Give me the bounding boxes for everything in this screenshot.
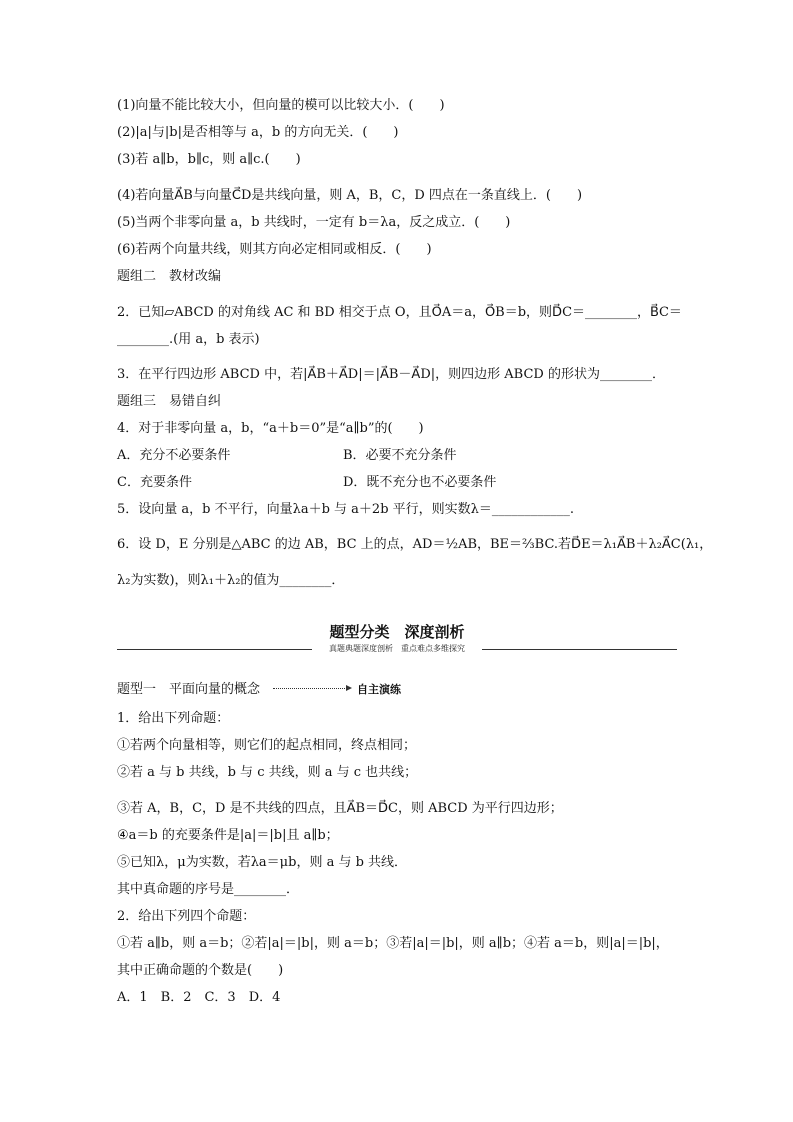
banner-subtitle: 真题典题深度剖析 重点难点多维探究	[329, 644, 465, 653]
exercise-2-props: ①若 a∥b，则 a＝b；②若|a|＝|b|，则 a＝b；③若|a|＝|b|，则 a∥b；④若 a＝b，则|a|＝|b|，	[117, 936, 669, 951]
exercise-1-prop-2: ②若 a 与 b 共线，b 与 c 共线，则 a 与 c 也共线；	[117, 765, 418, 780]
judge-item-4: (4)若向量A⃗B与向量C⃗D是共线向量，则 A，B，C，D 四点在一条直线上．( )	[117, 188, 583, 203]
question-2-line-1: 2．已知▱ABCD 的对角线 AC 和 BD 相交于点 O，且O⃗A＝a，O⃗B＝b，则D⃗C＝________，B⃗C＝	[117, 305, 682, 320]
question-2-line-2: ________.(用 a，b 表示)	[117, 332, 260, 347]
exercise-1-prop-4: ④a＝b 的充要条件是|a|＝|b|且 a∥b；	[117, 828, 339, 843]
exercise-1-prop-5: ⑤已知λ，μ为实数，若λa＝μb，则 a 与 b 共线．	[117, 855, 408, 870]
question-4-option-b: B．必要不充分条件	[343, 448, 457, 463]
dotted-leader	[273, 688, 347, 689]
section-banner	[117, 622, 677, 662]
question-3: 3．在平行四边形 ABCD 中，若|A⃗B＋A⃗D|＝|A⃗B－A⃗D|，则四边形 ABCD 的形状为________．	[117, 367, 665, 382]
question-4-option-a: A．充分不必要条件	[117, 448, 231, 463]
question-5: 5．设向量 a，b 不平行，向量λa＋b 与 a＋2b 平行，则实数λ＝____________.	[117, 502, 575, 517]
banner-title: 题型分类 深度剖析	[329, 623, 465, 641]
judge-item-5: (5)当两个非零向量 a，b 共线时，一定有 b＝λa，反之成立．( )	[117, 215, 511, 230]
judge-item-3: (3)若 a∥b，b∥c，则 a∥c.( )	[117, 152, 301, 167]
question-4-option-c: C．充要条件	[117, 475, 192, 490]
judge-item-6: (6)若两个向量共线，则其方向必定相同或相反．( )	[117, 242, 432, 257]
exercise-1-question: 其中真命题的序号是________．	[117, 882, 300, 897]
group-3-heading: 题组三 易错自纠	[117, 394, 222, 409]
question-4-option-d: D．既不充分也不必要条件	[343, 475, 497, 490]
judge-item-1: (1)向量不能比较大小，但向量的模可以比较大小．( )	[117, 98, 445, 113]
exercise-2-question: 其中正确命题的个数是( )	[117, 963, 284, 978]
exercise-1-prop-1: ①若两个向量相等，则它们的起点相同，终点相同；	[117, 738, 417, 753]
self-practice-tag: 自主演练	[357, 683, 401, 696]
arrow-icon	[346, 685, 352, 691]
judge-item-2: (2)|a|与|b|是否相等与 a，b 的方向无关．( )	[117, 125, 399, 140]
exercise-1-prop-3: ③若 A，B，C，D 是不共线的四点，且A⃗B＝D⃗C，则 ABCD 为平行四边形；	[117, 801, 563, 816]
exercise-2-intro: 2．给出下列四个命题：	[117, 909, 256, 924]
question-6-line-2: λ₂为实数)，则λ₁＋λ₂的值为________．	[117, 573, 345, 588]
question-6-line-1: 6．设 D，E 分别是△ABC 的边 AB，BC 上的点，AD＝½AB，BE＝⅔BC.若D⃗E＝λ₁A⃗B＋λ₂A⃗C(λ₁，	[117, 537, 713, 552]
exercise-2-options: A．1 B．2 C．3 D．4	[117, 990, 281, 1005]
exercise-1-intro: 1．给出下列命题：	[117, 711, 230, 726]
group-2-heading: 题组二 教材改编	[117, 269, 222, 284]
type-1-heading: 题型一 平面向量的概念	[117, 682, 261, 697]
question-4: 4．对于非零向量 a，b，“a＋b＝0”是“a∥b”的( )	[117, 421, 424, 436]
